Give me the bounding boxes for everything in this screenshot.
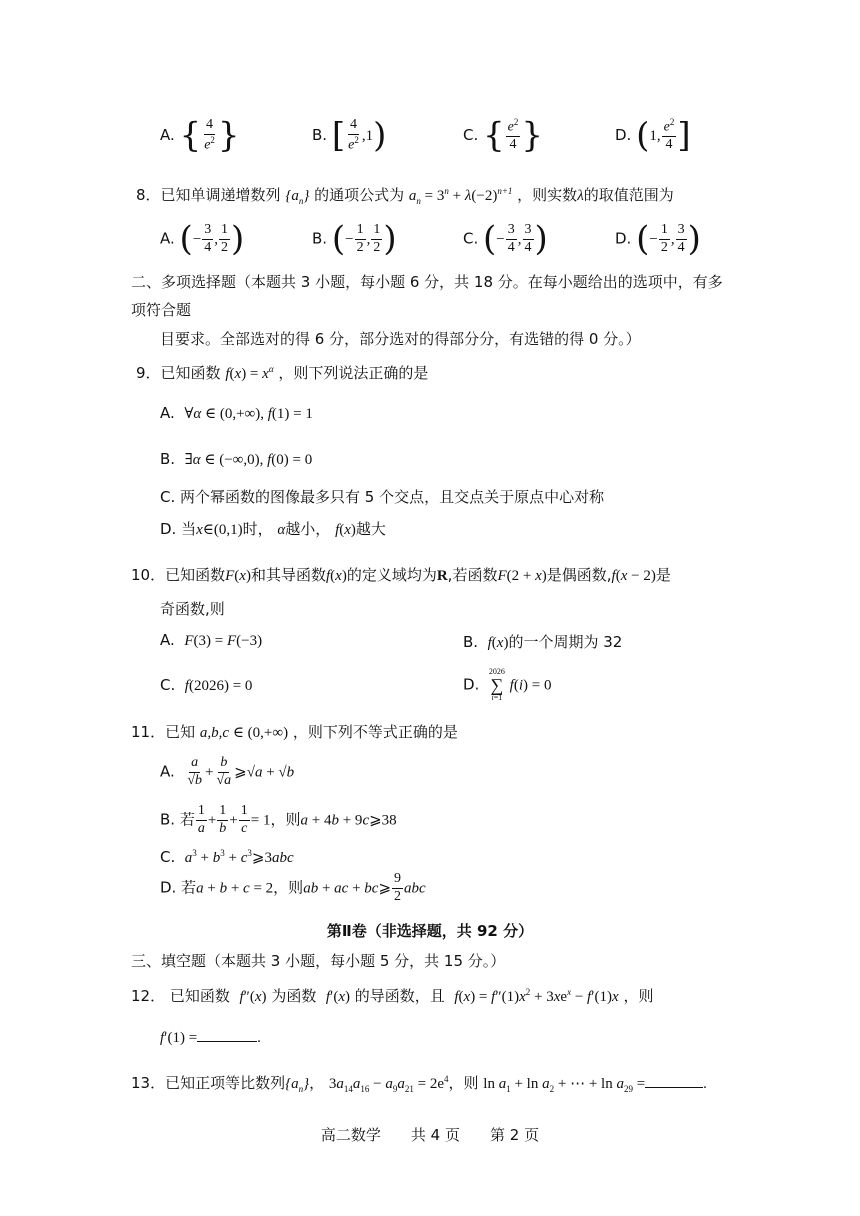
q9-option-c: C. 两个幂函数的图像最多只有 5 个交点，且交点关于原点中心对称 <box>160 488 605 506</box>
q8-option-d: D. (− $\frac{1}{2}$ , $\frac{3}{4}$ ) <box>615 219 701 259</box>
q12-answer-line: f′(1) = . <box>160 1027 261 1047</box>
q7-option-b: B. [ $\frac{4}{e^2}$ ,1) <box>312 115 387 156</box>
page-footer: 高二数学 共 4 页 第 2 页 <box>320 1126 540 1144</box>
q13-answer-blank[interactable] <box>645 1073 703 1088</box>
q10-option-b: B. f(x)的一个周期为 32 <box>463 633 623 651</box>
q12-answer-blank[interactable] <box>197 1027 257 1042</box>
q8-option-b: B. (− $\frac{1}{2}$ , $\frac{1}{2}$ ) <box>312 219 397 259</box>
q10-option-d: D. 2026 ∑ i=1 f(i) = 0 <box>463 667 552 702</box>
q9-option-b: B. ∃α ∈ (−∞,0), f(0) = 0 <box>160 450 313 468</box>
q12-stem: 12． 已知函数 f″(x) 为函数 f′(x) 的导函数，且 $f(x) = f''(1)x^2 + 3xe^x - f'(1)x$ ，则 <box>131 987 654 1005</box>
q9-option-a: A. ∀α ∈ (0,+∞), f(1) = 1 <box>160 404 313 422</box>
q7-option-c: C. { $\frac{e^2}{4}$ } <box>463 115 544 156</box>
q11-option-a: A. $\frac{a}{√b}$ + $\frac{b}{√a}$ ⩾√a + √b <box>160 755 295 788</box>
q11-stem: 11．已知 a,b,c ∈ (0,+∞) ，则下列不等式正确的是 <box>131 723 458 741</box>
q10-line2: 奇函数,则 <box>160 600 225 618</box>
q10-option-c: C. f(2026) = 0 <box>160 676 253 694</box>
part2-title: 第Ⅱ卷（非选择题，共 92 分） <box>326 922 534 940</box>
q9-stem: 9．已知函数 $f(x) = x^\alpha$ ，则下列说法正确的是 <box>136 364 429 382</box>
q10-option-a: A. F(3) = F(−3) <box>160 631 263 649</box>
q8-stem: 8．已知单调递增数列 $\{a_n\}$ 的通项公式为 $a_n = 3^n + \lambda(-2)^{n+1}$ ，则实数λ的取值范围为 <box>136 186 674 206</box>
section2-line1: 二、多项选择题（本题共 3 小题，每小题 6 分，共 18 分。在每小题给出的选项中，有多 <box>131 273 723 291</box>
q8-option-c: C. (− $\frac{3}{4}$ , $\frac{3}{4}$ ) <box>463 219 548 259</box>
q13-stem: 13．已知正项等比数列$\{a_n\}$， $3a_{14}a_{16} - a_9a_{21} = 2e^4$，则 $\ln a_1 + \ln a_2$ + ⋯ + $\ln a_{29}$ = . <box>131 1074 707 1094</box>
section3-header: 三、填空题（本题共 3 小题，每小题 5 分，共 15 分。） <box>131 952 506 970</box>
q7-option-a: A. { $\frac{4}{e^2}$ } <box>160 115 240 156</box>
q11-option-d: D. 若a + b + c = 2，则ab + ac + bc⩾ $\frac{9}{2}$ abc <box>160 871 426 904</box>
q7-option-d: D. (1, $\frac{e^2}{4}$ ] <box>615 115 691 156</box>
section2-line2: 项符合题 <box>131 301 192 319</box>
section2-line3: 目要求。全部选对的得 6 分，部分选对的得部分分，有选错的得 0 分。） <box>160 330 641 348</box>
q9-option-d: D. 当x∈(0,1)时， α越小， f(x)越大 <box>160 520 386 538</box>
q8-option-a: A. (− $\frac{3}{4}$ , $\frac{1}{2}$ ) <box>160 219 245 259</box>
q10-stem: 10．已知函数F(x)和其导函数f(x)的定义域均为R,若函数F(2 + x)是偶函数,f(x − 2)是 <box>131 566 671 584</box>
q11-option-c: C. $a^3 + b^3$ + $c^3⩾3abc$ <box>160 848 294 866</box>
q11-option-b: B. 若 $\frac{1}{a}$ + $\frac{1}{b}$ + $\frac{1}{c}$ = 1，则a + 4b + 9c⩾38 <box>160 803 397 836</box>
